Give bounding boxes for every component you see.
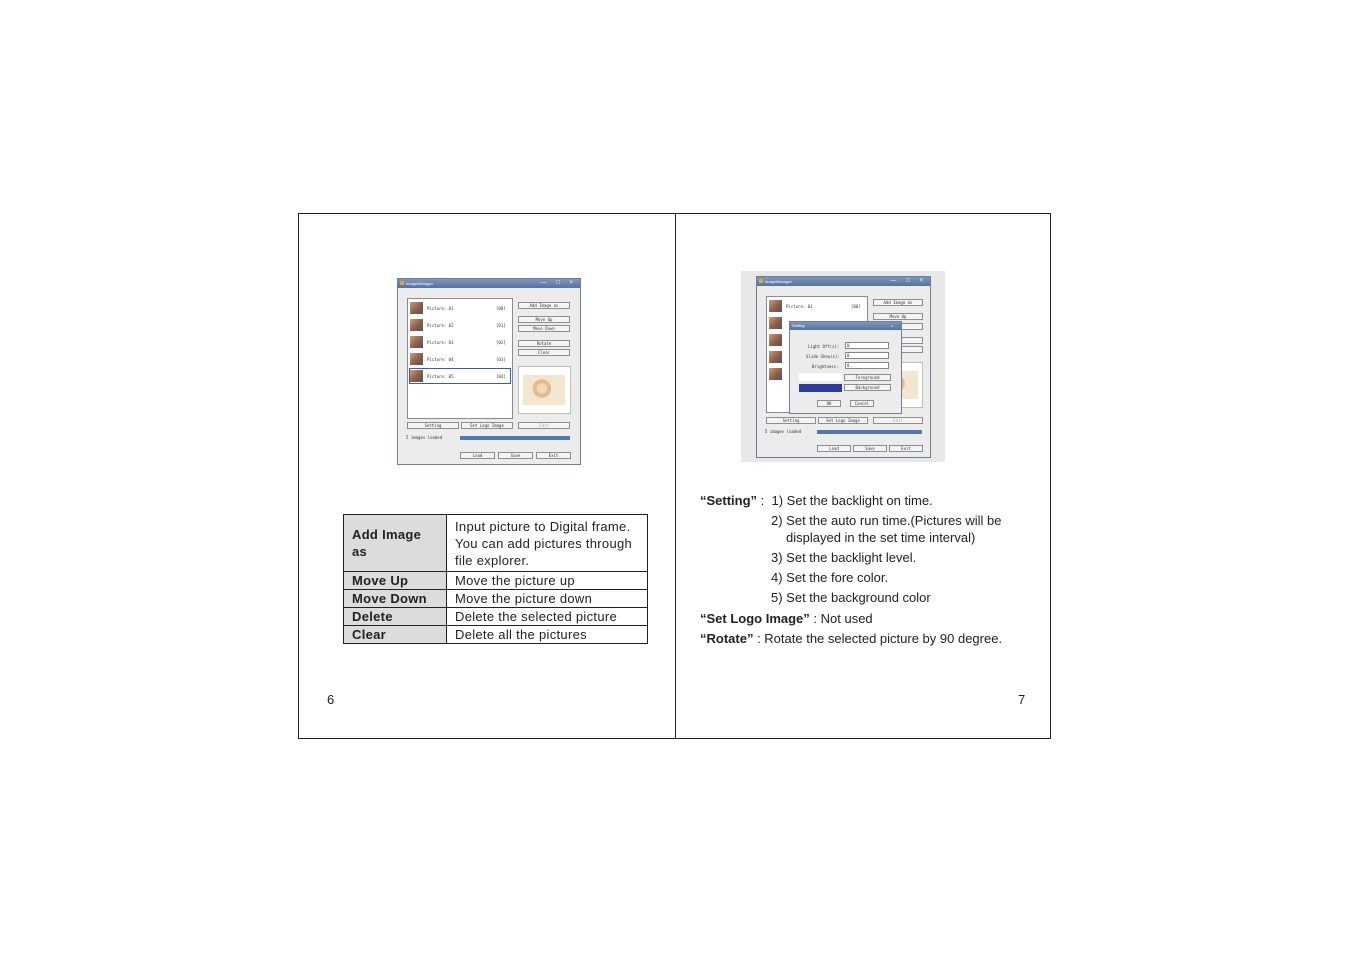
picture-index: [01] xyxy=(496,323,506,328)
exit-button[interactable]: Exit xyxy=(889,445,923,452)
setting-item-1: 1) Set the backlight on time. xyxy=(771,493,933,508)
table-value: Move the picture up xyxy=(447,572,648,590)
table-row xyxy=(344,515,648,572)
picture-thumbnail xyxy=(769,300,782,312)
table-row xyxy=(344,626,648,644)
window-title: ImageManager xyxy=(406,281,433,286)
logo-text: : Not used xyxy=(809,611,873,626)
picture-name: Picture: 02 xyxy=(427,323,454,328)
table-value: Input picture to Digital frame. You can add pictures through file explorer. xyxy=(447,515,648,572)
table-key: Move Down xyxy=(344,590,447,608)
picture-thumbnail xyxy=(410,319,423,331)
move-up-button[interactable]: Move Up xyxy=(873,313,923,320)
list-item-selected[interactable] xyxy=(410,369,510,383)
page-number-left: 6 xyxy=(327,692,335,707)
picture-thumbnail xyxy=(410,336,423,348)
picture-thumbnail xyxy=(769,368,782,380)
set-logo-image-button[interactable]: Set Logo Image xyxy=(461,422,513,429)
clear-button[interactable]: Clear xyxy=(518,349,570,356)
table-value: Delete all the pictures xyxy=(447,626,648,644)
foreground-color-swatch xyxy=(799,373,842,381)
status-text: 5 images loaded xyxy=(406,435,443,440)
table-row xyxy=(344,572,648,590)
list-item[interactable] xyxy=(410,318,510,332)
app-icon xyxy=(759,279,763,283)
table-value: Delete the selected picture xyxy=(447,608,648,626)
list-item[interactable] xyxy=(769,299,869,313)
status-text: 5 images loaded xyxy=(765,429,802,434)
picture-index: [00] xyxy=(496,306,506,311)
table-key: Delete xyxy=(344,608,447,626)
window-controls[interactable]: — □ × xyxy=(540,280,577,286)
window-controls[interactable]: — □ × xyxy=(890,278,927,284)
setting-sep: : xyxy=(757,493,772,508)
slide-show-label: Slide Show(s): xyxy=(806,354,840,359)
cancel-button[interactable]: Cancel xyxy=(850,400,874,407)
button-description-table xyxy=(343,514,648,644)
picture-name: Picture: 05 xyxy=(427,374,454,379)
slide-show-input[interactable]: 0 xyxy=(845,352,889,359)
table-key: Clear xyxy=(344,626,447,644)
setting-button[interactable]: Setting xyxy=(407,422,459,429)
picture-thumbnail xyxy=(769,351,782,363)
title-bar xyxy=(757,277,930,286)
exit-button[interactable]: Exit xyxy=(536,452,571,459)
picture-index: [00] xyxy=(851,304,861,309)
setting-item-2-cont: displayed in the set time interval) xyxy=(786,530,976,545)
setting-item-5: 5) Set the background color xyxy=(771,590,931,605)
picture-index: [04] xyxy=(496,374,506,379)
rotate-button[interactable]: Rotate xyxy=(518,340,570,347)
setting-dialog xyxy=(789,321,902,414)
edit-button[interactable]: Edit xyxy=(873,417,923,424)
table-key: Add Image as xyxy=(344,515,447,572)
logo-description xyxy=(700,611,873,626)
picture-thumbnail xyxy=(769,317,782,329)
edit-button[interactable]: Edit xyxy=(518,422,570,429)
logo-term: “Set Logo Image” xyxy=(700,611,810,626)
brightness-label: Brightness: xyxy=(812,364,839,369)
setting-item-4: 4) Set the fore color. xyxy=(771,570,889,585)
ok-button[interactable]: OK xyxy=(817,400,841,407)
move-down-button[interactable]: Move Down xyxy=(518,325,570,332)
foreground-button[interactable]: Foreground xyxy=(844,374,891,381)
dialog-close-icon[interactable]: × xyxy=(890,323,893,328)
move-up-button[interactable]: Move Up xyxy=(518,316,570,323)
baby-photo xyxy=(523,375,565,405)
table-key: Move Up xyxy=(344,572,447,590)
picture-preview xyxy=(518,366,571,414)
picture-index: [02] xyxy=(496,340,506,345)
picture-name: Picture: 04 xyxy=(427,357,454,362)
picture-thumbnail xyxy=(410,302,423,314)
rotate-description xyxy=(700,631,1002,646)
progress-bar xyxy=(817,430,922,434)
title-bar xyxy=(398,279,580,288)
set-logo-image-button[interactable]: Set Logo Image xyxy=(818,417,868,424)
rotate-term: “Rotate” xyxy=(700,631,754,646)
brightness-input[interactable]: 0 xyxy=(845,362,889,369)
image-manager-window-setting xyxy=(756,276,931,458)
picture-list[interactable] xyxy=(407,298,513,419)
progress-bar xyxy=(460,436,570,440)
picture-name: Picture: 03 xyxy=(427,340,454,345)
light-off-input[interactable]: 0 xyxy=(845,342,889,349)
setting-button[interactable]: Setting xyxy=(766,417,816,424)
picture-thumbnail xyxy=(410,353,423,365)
save-button[interactable]: Save xyxy=(498,452,533,459)
list-item[interactable] xyxy=(410,335,510,349)
setting-item-2: 2) Set the auto run time.(Pictures will be xyxy=(771,513,1002,528)
app-icon xyxy=(400,281,404,285)
list-item[interactable] xyxy=(410,352,510,366)
light-off-label: Light Off(s): xyxy=(808,344,840,349)
picture-thumbnail xyxy=(410,370,423,382)
table-value: Move the picture down xyxy=(447,590,648,608)
add-image-button[interactable]: Add Image as xyxy=(873,299,923,306)
load-button[interactable]: Load xyxy=(817,445,851,452)
picture-name: Picture: 01 xyxy=(786,304,813,309)
list-item[interactable] xyxy=(410,301,510,315)
picture-name: Picture: 01 xyxy=(427,306,454,311)
table-row xyxy=(344,590,648,608)
window-title: ImageManager xyxy=(765,279,792,284)
setting-item-3: 3) Set the backlight level. xyxy=(771,550,917,565)
background-color-swatch xyxy=(799,384,842,392)
picture-thumbnail xyxy=(769,334,782,346)
setting-term: “Setting” xyxy=(700,493,758,508)
page-divider xyxy=(675,214,676,738)
table-row xyxy=(344,608,648,626)
image-manager-window xyxy=(397,278,581,465)
page-number-right: 7 xyxy=(1018,692,1026,707)
rotate-text: : Rotate the selected picture by 90 degree. xyxy=(753,631,1003,646)
load-button[interactable]: Load xyxy=(460,452,495,459)
picture-index: [03] xyxy=(496,357,506,362)
dialog-title-bar xyxy=(790,322,901,330)
add-image-button[interactable]: Add Image as xyxy=(518,302,570,309)
save-button[interactable]: Save xyxy=(853,445,887,452)
dialog-title: Setting xyxy=(792,323,805,328)
setting-description xyxy=(700,493,933,508)
background-button[interactable]: Background xyxy=(844,384,891,391)
